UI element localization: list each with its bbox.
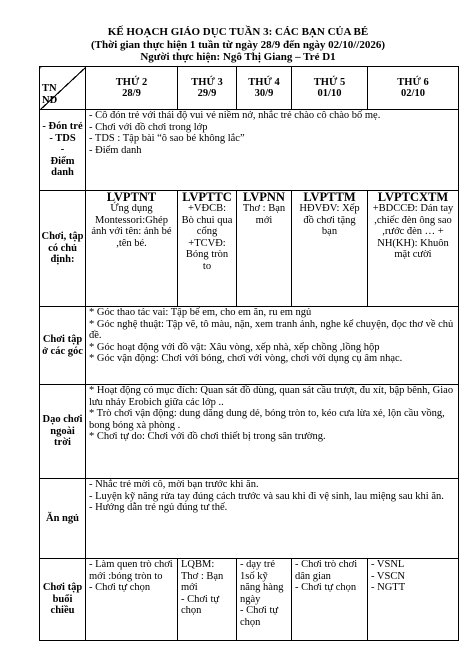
day-header: THỨ 2 28/9: [86, 67, 178, 110]
row-content: * Hoạt động có mục đích: Quan sát đồ dùng, quan sát cầu trượt, đu xít, bập bênh, Giao lưu nhảy Erobich giữa các lớp .. * Trò chơi vận động: dung dăng dung dẻ, bóng tròn to, kéo cưa lừa xẻ, lộn cầu vồng, bong bóng xà phòng . * Chơi tự do: Chơi với đồ chơi thiết bị trong sân trường.: [86, 385, 459, 479]
day-header: THỨ 3 29/9: [178, 67, 237, 110]
row-content: - Cô đón trẻ với thái độ vui vẻ niềm nở, nhắc trẻ chào cô chào bố mẹ. - Chơi với đồ chơi trong lớp - TDS : Tập bài “ô sao bé không lắc” - Điểm danh: [86, 110, 459, 191]
activity-cell: LVPNN Thơ : Bạn mới: [237, 191, 292, 307]
row-choi-tap: [40, 191, 459, 307]
row-label: Dạo chơi ngoài trời: [40, 385, 86, 479]
day-header: THỨ 5 01/10: [292, 67, 368, 110]
afternoon-cell: - VSNL - VSCN - NGTT: [368, 559, 459, 641]
afternoon-cell: - dạy trẻ 1số kỹ năng hàng ngày - Chơi tự chọn: [237, 559, 292, 641]
document-author: Người thực hiện: Ngô Thị Giang – Trẻ D1: [140, 51, 336, 63]
row-label: Ăn ngủ: [40, 479, 86, 559]
row-label: Chơi, tập có chủ định:: [40, 191, 86, 307]
row-label: Chơi tập buổi chiều: [40, 559, 86, 641]
row-label: - Đón trẻ - TDS - Điểm danh: [40, 110, 86, 191]
afternoon-cell: LQBM: Thơ : Bạn mới - Chơi tự chọn: [178, 559, 237, 641]
row-content: * Góc thao tác vai: Tập bế em, cho em ăn, ru em ngủ * Góc nghệ thuật: Tập vẽ, tô màu, nặn, xem tranh ảnh, nghe kể chuyện, đọc thơ về chủ đề. * Góc hoạt động với đồ vật: Xâu vòng, xếp nhà, xếp chồng ,lồng hộp * Góc vận động: Chơi với bóng, chơi với vòng, chơi với dụng cụ âm nhạc.: [86, 307, 459, 385]
row-an-ngu: [40, 479, 459, 559]
row-goc: [40, 307, 459, 385]
activity-cell: LVPTTM HĐVĐV: Xếp đồ chơi tặng bạn: [292, 191, 368, 307]
row-ngoai-troi: [40, 385, 459, 479]
activity-cell: LVPTNT Ứng dụng Montessori:Ghép ảnh với tên: ảnh bé ,tên bé.: [86, 191, 178, 307]
activity-cell: LVPTTC +VĐCB: Bò chui qua cổng +TCVĐ: Bóng tròn to: [178, 191, 237, 307]
corner-label: TN ND: [42, 83, 58, 106]
row-chieu: [40, 559, 459, 641]
row-label: Chơi tập ở các góc: [40, 307, 86, 385]
day-header: THỨ 4 30/9: [237, 67, 292, 110]
day-header: THỨ 6 02/10: [368, 67, 459, 110]
header-row: [40, 67, 459, 110]
document-header: [0, 0, 476, 64]
plan-table: [39, 66, 459, 641]
corner-cell: [40, 67, 86, 110]
afternoon-cell: - Chơi trò chơi dân gian - Chơi tự chọn: [292, 559, 368, 641]
document-subtitle: (Thời gian thực hiện 1 tuần từ ngày 28/9 đến ngày 02/10//2026): [90, 38, 386, 51]
activity-cell: LVPTCXTM +BDCCĐ: Dán tay ,chiếc đèn ông sao ,rước đèn … + NH(KH): Khuôn mặt cười: [368, 191, 459, 307]
document-title: KẾ HOẠCH GIÁO DỤC TUẦN 3: CÁC BẠN CỦA BÉ: [107, 26, 369, 38]
row-don-tre: [40, 110, 459, 191]
row-content: - Nhắc trẻ mời cô, mời bạn trước khi ăn. - Luyện kỹ năng rửa tay đúng cách trước và sau khi đi vệ sinh, lau miệng sau khi ăn. - Hướng dẫn trẻ ngủ đúng tư thế.: [86, 479, 459, 559]
afternoon-cell: - Làm quen trò chơi mới :bóng tròn to - Chơi tự chọn: [86, 559, 178, 641]
